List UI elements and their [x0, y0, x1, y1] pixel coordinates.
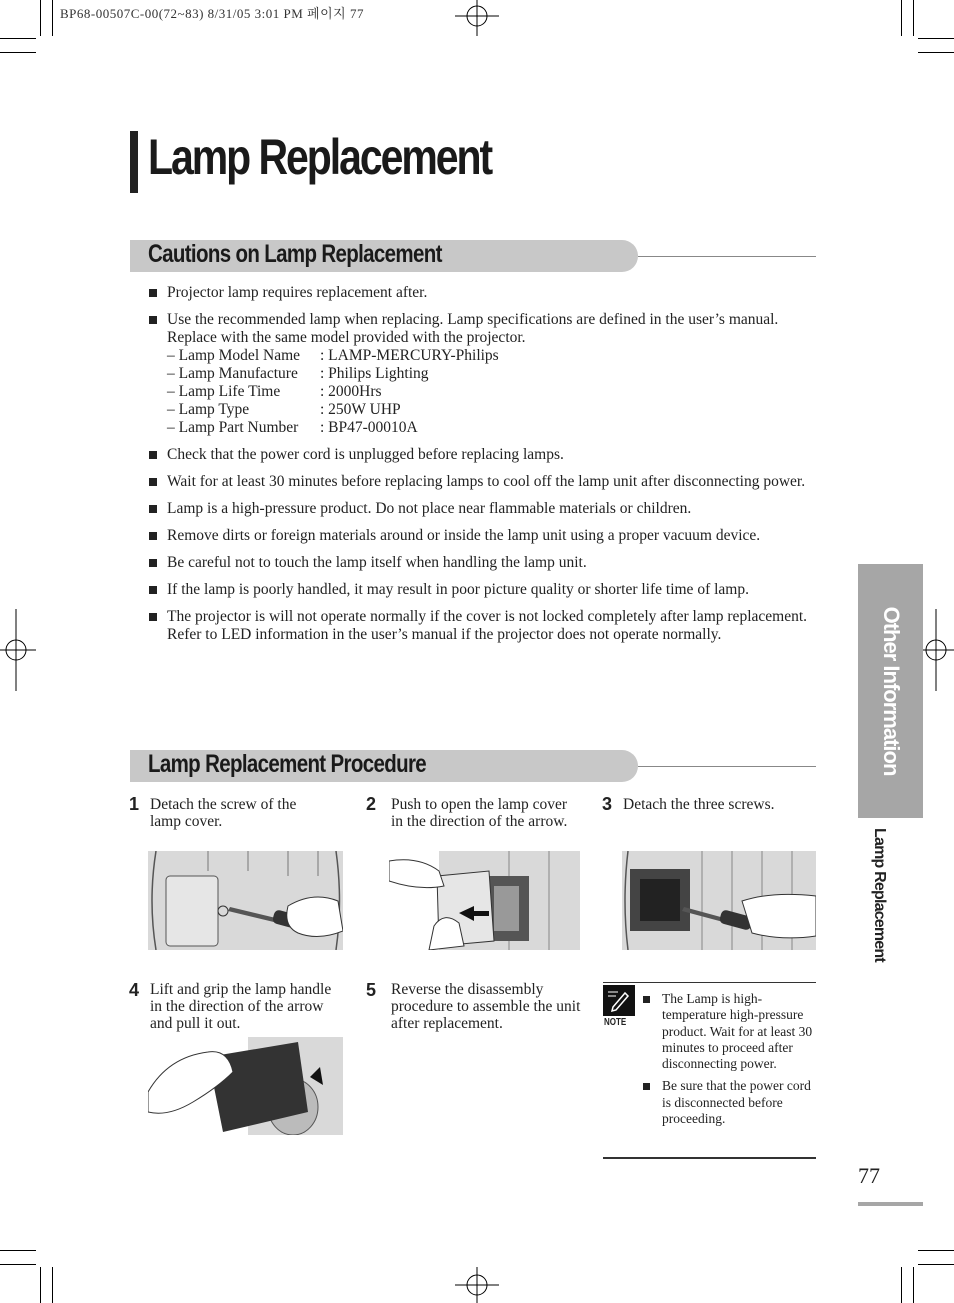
- page-title: Lamp Replacement: [148, 129, 492, 185]
- list-item: Be careful not to touch the lamp itself when handling the lamp unit.: [148, 554, 820, 572]
- procedure-heading-rule: [638, 766, 816, 767]
- bullet-square-icon: [149, 505, 157, 513]
- side-tab-label: Other Information: [878, 606, 904, 776]
- step-number: 4: [129, 980, 140, 1000]
- spec-row: – Lamp Model Name : LAMP-MERCURY-Philips: [167, 347, 499, 364]
- list-item: Projector lamp requires replacement after.: [148, 284, 820, 302]
- bullet-square-icon: [149, 478, 157, 486]
- spec-row: – Lamp Part Number : BP47-00010A: [167, 419, 418, 436]
- chapter-side-label: [858, 828, 898, 968]
- cautions-list: [148, 284, 820, 653]
- step-text: Push to open the lamp cover in the direction of the arrow.: [391, 796, 568, 830]
- bullet-square-icon: [643, 996, 650, 1003]
- list-item: Be sure that the power cord is disconnected before proceeding.: [643, 1078, 813, 1127]
- bullet-square-icon: [149, 451, 157, 459]
- lamp-cover-open-illustration: [389, 851, 580, 950]
- step-text: Detach the screw of the lamp cover.: [150, 796, 297, 830]
- step-number: 2: [366, 794, 377, 814]
- bullet-square-icon: [149, 289, 157, 297]
- list-item: Remove dirts or foreign materials around or inside the lamp unit using a proper vacuum device.: [148, 527, 820, 545]
- step-number: 3: [602, 794, 613, 814]
- bullet-square-icon: [149, 532, 157, 540]
- title-accent-bar: [130, 131, 138, 193]
- list-item: Lamp is a high-pressure product. Do not place near flammable materials or children.: [148, 500, 820, 518]
- step-number: 5: [366, 980, 377, 1000]
- step-number: 1: [129, 794, 140, 814]
- list-item: The projector is will not operate normally if the cover is not locked completely after lamp replacement. Refer to LED information in the user’s manual if the projector does not operate normally.: [148, 608, 820, 644]
- step-text: Reverse the disassembly procedure to assemble the unit after replacement.: [391, 981, 581, 1032]
- spec-row: – Lamp Manufacture : Philips Lighting: [167, 365, 429, 382]
- list-item: Check that the power cord is unplugged before replacing lamps.: [148, 446, 820, 464]
- list-item: If the lamp is poorly handled, it may result in poor picture quality or shorter life time of lamp.: [148, 581, 820, 599]
- bullet-square-icon: [149, 316, 157, 324]
- print-header: BP68-00507C-00(72~83) 8/31/05 3:01 PM 페이지 77: [60, 6, 364, 21]
- bullet-square-icon: [149, 613, 157, 621]
- spec-row: – Lamp Life Time : 2000Hrs: [167, 383, 382, 400]
- page-number: 77: [858, 1163, 880, 1188]
- note-list: [643, 991, 813, 1133]
- bullet-square-icon: [643, 1083, 650, 1090]
- bullet-square-icon: [149, 559, 157, 567]
- spec-row: – Lamp Type : 250W UHP: [167, 401, 401, 418]
- bullet-square-icon: [149, 586, 157, 594]
- page-number-bar: [858, 1202, 923, 1206]
- step-text: Lift and grip the lamp handle in the direction of the arrow and pull it out.: [150, 981, 332, 1032]
- list-item: The Lamp is high-temperature high-pressure product. Wait for at least 30 minutes to proceed after disconnecting power.: [643, 991, 813, 1072]
- cautions-heading: Cautions on Lamp Replacement: [148, 240, 442, 268]
- procedure-heading: Lamp Replacement Procedure: [148, 750, 427, 778]
- list-item: Wait for at least 30 minutes before replacing lamps to cool off the lamp unit after disconnecting power.: [148, 473, 820, 491]
- cautions-heading-rule: [638, 256, 816, 257]
- step-text: Detach the three screws.: [623, 796, 775, 813]
- lamp-pull-out-illustration: [148, 1037, 343, 1135]
- list-item: Use the recommended lamp when replacing. Lamp specifications are defined in the user’s manual. Replace with the same model provided with the projector. – Lamp Model Name : LAMP-MERCURY-Philips – Lamp Manufacture : Philips Lighting – Lamp Life Time : 2000Hrs – Lamp Type : 250W UHP – Lamp Part Number : BP47-00010A: [148, 311, 820, 437]
- lamp-cover-screw-illustration: [148, 851, 343, 950]
- lamp-screws-illustration: [622, 851, 816, 950]
- note-label: NOTE: [604, 1017, 627, 1028]
- pencil-icon: [603, 985, 635, 1016]
- section-side-tab: [858, 564, 923, 818]
- side-label-text: Lamp Replacement: [871, 828, 888, 962]
